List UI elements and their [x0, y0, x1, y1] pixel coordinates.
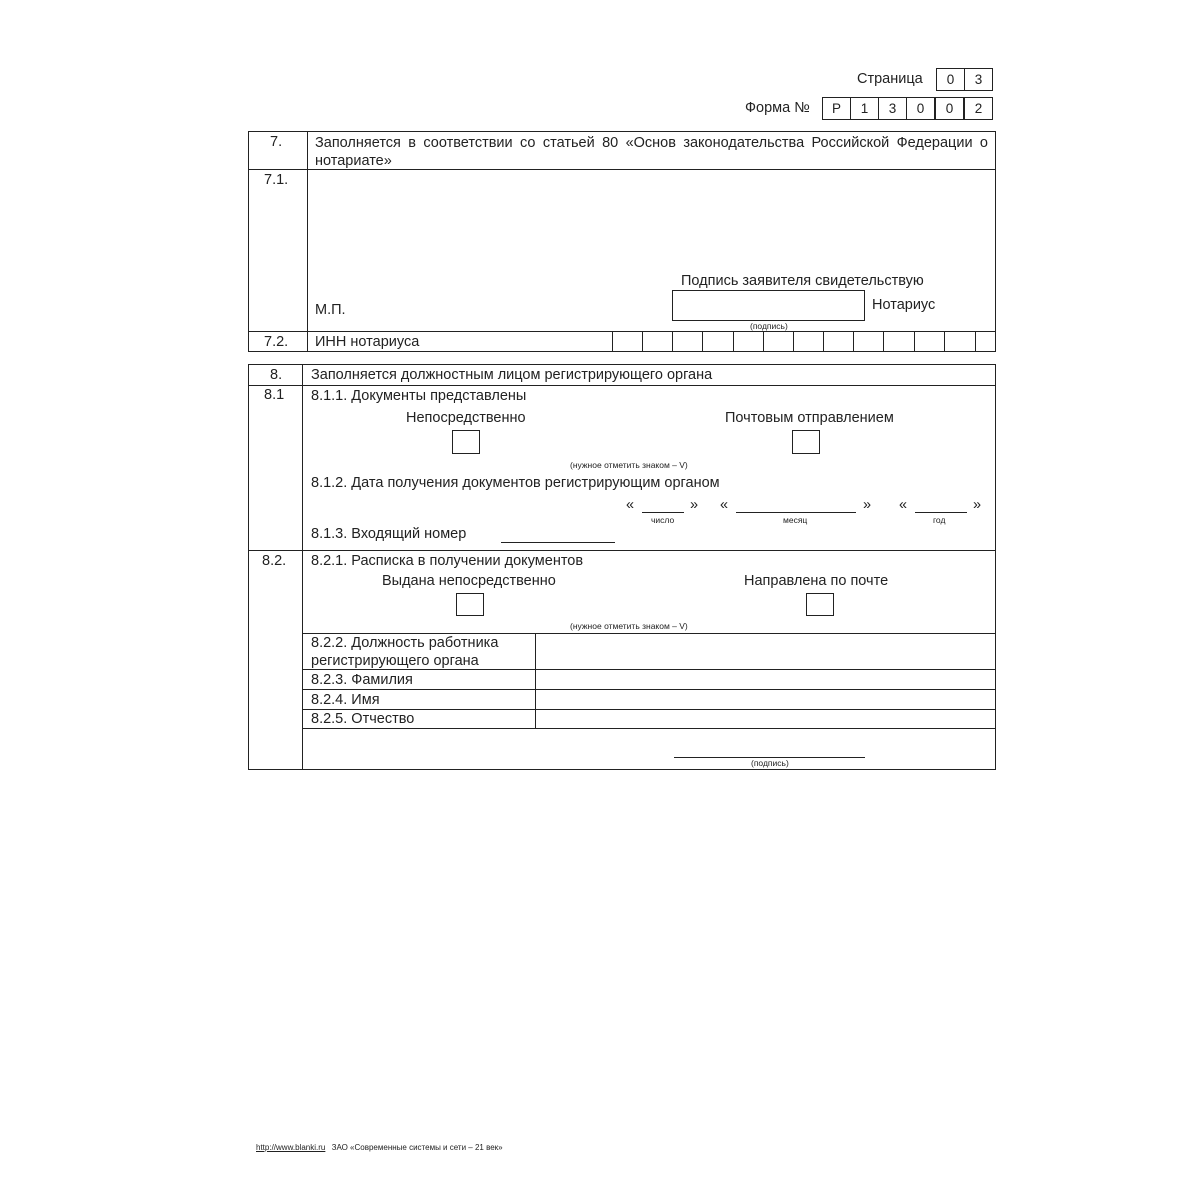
page-label: Страница: [857, 71, 923, 87]
section7-title: Заполняется в соответствии со статьей 80 «Основ законодательства Российской Федерации о нотариате»: [315, 135, 988, 169]
section8-row-line-1: [248, 385, 996, 386]
surname-field[interactable]: [536, 670, 995, 689]
position-field[interactable]: [536, 634, 995, 669]
footer-company: ЗАО «Современные системы и сети – 21 век»: [331, 1143, 503, 1152]
row-line-825-bottom: [302, 728, 996, 729]
stamp-place-label: М.П.: [315, 302, 346, 318]
section7-divider: [307, 131, 308, 352]
section82-num: 8.2.: [262, 553, 287, 569]
page-digit-2: 3: [964, 68, 993, 91]
month-field[interactable]: [736, 512, 856, 513]
direct-label: Непосредственно: [406, 410, 526, 426]
section8-row-line-2: [248, 550, 996, 551]
section8-num: 8.: [270, 367, 283, 383]
postal-checkbox[interactable]: [792, 430, 820, 454]
month-quote-close: »: [863, 497, 872, 513]
footer-link[interactable]: http://www.blanki.ru: [256, 1143, 326, 1152]
section71-num: 7.1.: [264, 172, 289, 188]
section7-num: 7.: [270, 134, 283, 150]
receipt-date-label: 8.1.2. Дата получения документов регистрирующим органом: [311, 475, 720, 491]
position-label-line2: регистрирующего органа: [311, 653, 479, 669]
receipt-issued-label: 8.2.1. Расписка в получении документов: [311, 553, 584, 569]
day-quote-close: »: [690, 497, 699, 513]
day-hint: число: [651, 515, 675, 525]
form-char-5: 0: [935, 97, 964, 120]
sent-post-checkbox[interactable]: [806, 593, 834, 616]
name-label: 8.2.4. Имя: [311, 692, 380, 708]
inn-cell-line: [975, 331, 976, 352]
name-field[interactable]: [536, 690, 995, 709]
notary-inn-input[interactable]: [612, 331, 975, 352]
issued-direct-checkbox[interactable]: [456, 593, 484, 616]
section72-num: 7.2.: [264, 334, 289, 350]
patronymic-field[interactable]: [536, 710, 995, 728]
notary-signature-field[interactable]: [672, 290, 865, 321]
year-quote-close: »: [973, 497, 982, 513]
notary-signature-hint: (подпись): [750, 321, 788, 331]
position-label-line1: 8.2.2. Должность работника: [311, 635, 499, 651]
notary-inn-label: ИНН нотариуса: [315, 334, 420, 350]
mark-hint-82: (нужное отметить знаком – V): [570, 621, 688, 631]
incoming-number-field[interactable]: [501, 542, 615, 543]
mark-hint-81: (нужное отметить знаком – V): [570, 460, 688, 470]
form-char-1: Р: [822, 97, 851, 120]
patronymic-label: 8.2.5. Отчество: [311, 711, 415, 727]
section8-title: Заполняется должностным лицом регистрирующего органа: [311, 367, 713, 383]
month-quote-open: «: [720, 497, 729, 513]
page-digit-1: 0: [936, 68, 965, 91]
form-label: Форма №: [745, 100, 810, 116]
year-field[interactable]: [915, 512, 967, 513]
direct-checkbox[interactable]: [452, 430, 480, 454]
day-field[interactable]: [642, 512, 684, 513]
section81-num: 8.1: [264, 387, 285, 403]
surname-label: 8.2.3. Фамилия: [311, 672, 413, 688]
day-quote-open: «: [626, 497, 635, 513]
footer: [256, 1143, 503, 1152]
postal-label: Почтовым отправлением: [725, 410, 894, 426]
issued-direct-label: Выдана непосредственно: [382, 573, 556, 589]
form-char-2: 1: [850, 97, 879, 120]
officer-signature-hint: (подпись): [751, 758, 789, 768]
sent-post-label: Направлена по почте: [744, 573, 889, 589]
incoming-number-label: 8.1.3. Входящий номер: [311, 526, 467, 542]
form-char-4: 0: [906, 97, 935, 120]
form-char-6: 2: [964, 97, 993, 120]
notary-label: Нотариус: [872, 297, 936, 313]
month-hint: месяц: [783, 515, 808, 525]
form-char-3: 3: [878, 97, 907, 120]
year-quote-open: «: [899, 497, 908, 513]
year-hint: год: [933, 515, 946, 525]
notary-signature-caption: Подпись заявителя свидетельствую: [681, 273, 924, 289]
docs-submitted-label: 8.1.1. Документы представлены: [311, 388, 527, 404]
